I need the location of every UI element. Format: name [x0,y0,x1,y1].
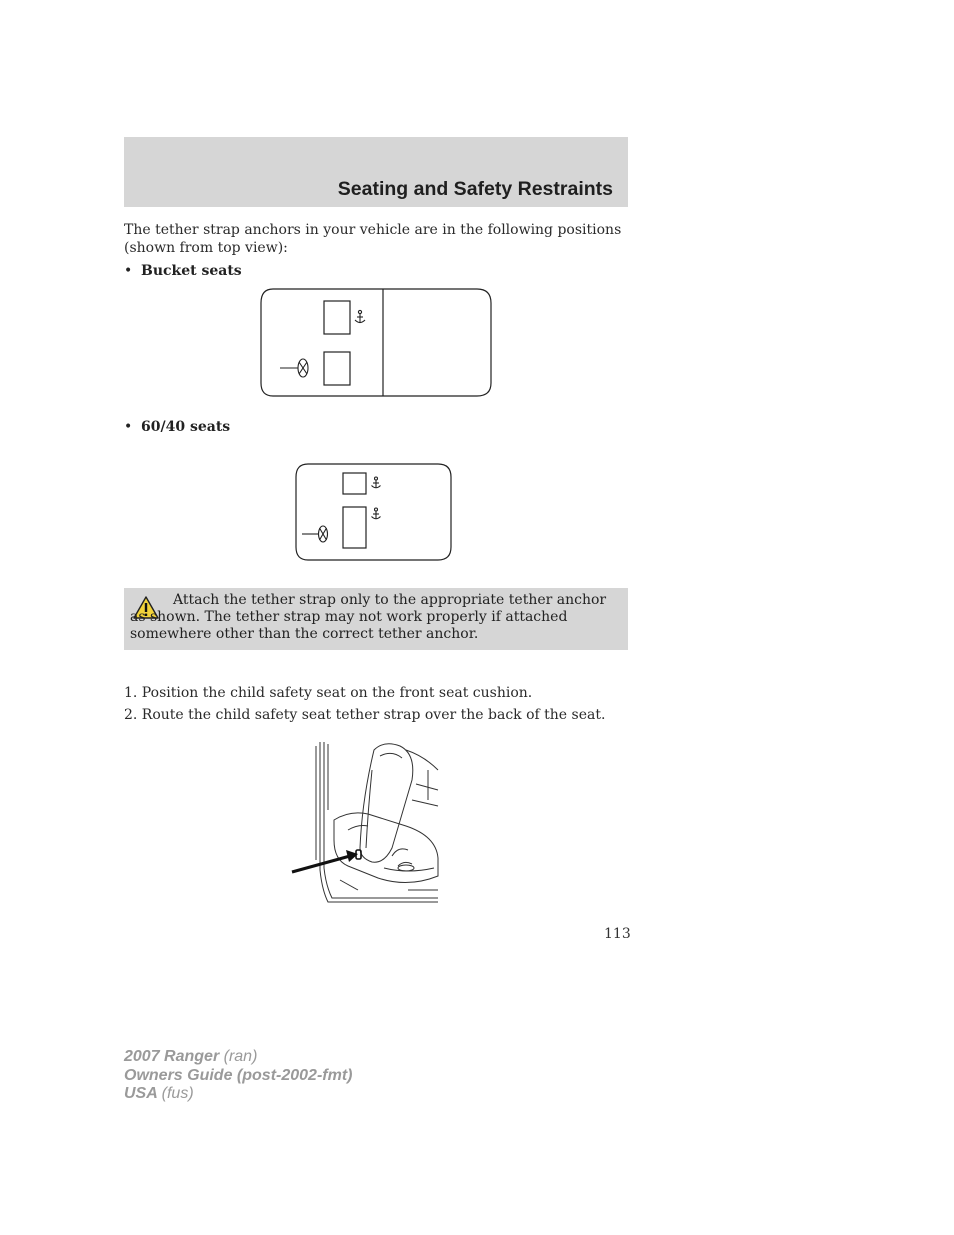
bullet-dot: • [124,419,133,435]
steering-wheel-icon [280,359,308,377]
footer-model-code: (ran) [223,1048,258,1065]
bullet-bucket-seats [124,263,242,279]
sixty-forty-seats-anchor-diagram [294,462,454,564]
bullet-label: Bucket seats [141,263,242,279]
anchor-icon [372,508,381,519]
footer-model: 2007 Ranger [124,1048,220,1065]
section-header-band [124,137,628,207]
vehicle-outline [261,289,491,396]
anchor-icon [372,477,381,488]
seat-back [360,744,413,862]
footer-line-1 [124,1048,352,1067]
steering-wheel-icon [302,526,328,542]
footer-market-code: (fus) [161,1085,194,1102]
seat-cushion [334,813,438,883]
seat-left [343,507,366,548]
seat-right [343,473,366,494]
bullet-dot: • [124,263,133,279]
warning-box [124,588,628,650]
child-seat-tether-illustration [288,740,440,906]
footer-line-2: Owners Guide (post-2002-fmt) [124,1066,353,1084]
section-title: Seating and Safety Restraints [337,178,613,200]
bullet-60-40-seats [124,419,230,435]
anchor-icon [355,310,365,323]
warning-message: Attach the tether strap only to the appropriate tether anchor as shown. The tether strap may not work properly if attached somewhere other than the correct tether anchor. [130,592,607,642]
footer-line-3 [124,1085,352,1104]
vehicle-outline [296,464,451,560]
bucket-seats-anchor-diagram [259,288,495,400]
step-2: 2. Route the child safety seat tether strap over the back of the seat. [124,707,606,723]
bullet-label: 60/40 seats [141,419,231,435]
warning-text [130,592,618,643]
seat-left [324,352,350,385]
pointer-arrow-icon [292,850,358,872]
footer-market: USA [124,1085,158,1102]
page-number: 113 [604,926,631,942]
intro-paragraph: The tether strap anchors in your vehicle are in the following positions (shown from top view): [124,222,622,256]
step-1: 1. Position the child safety seat on the front seat cushion. [124,685,533,701]
seat-right [324,301,350,334]
document-footer [124,1048,352,1104]
